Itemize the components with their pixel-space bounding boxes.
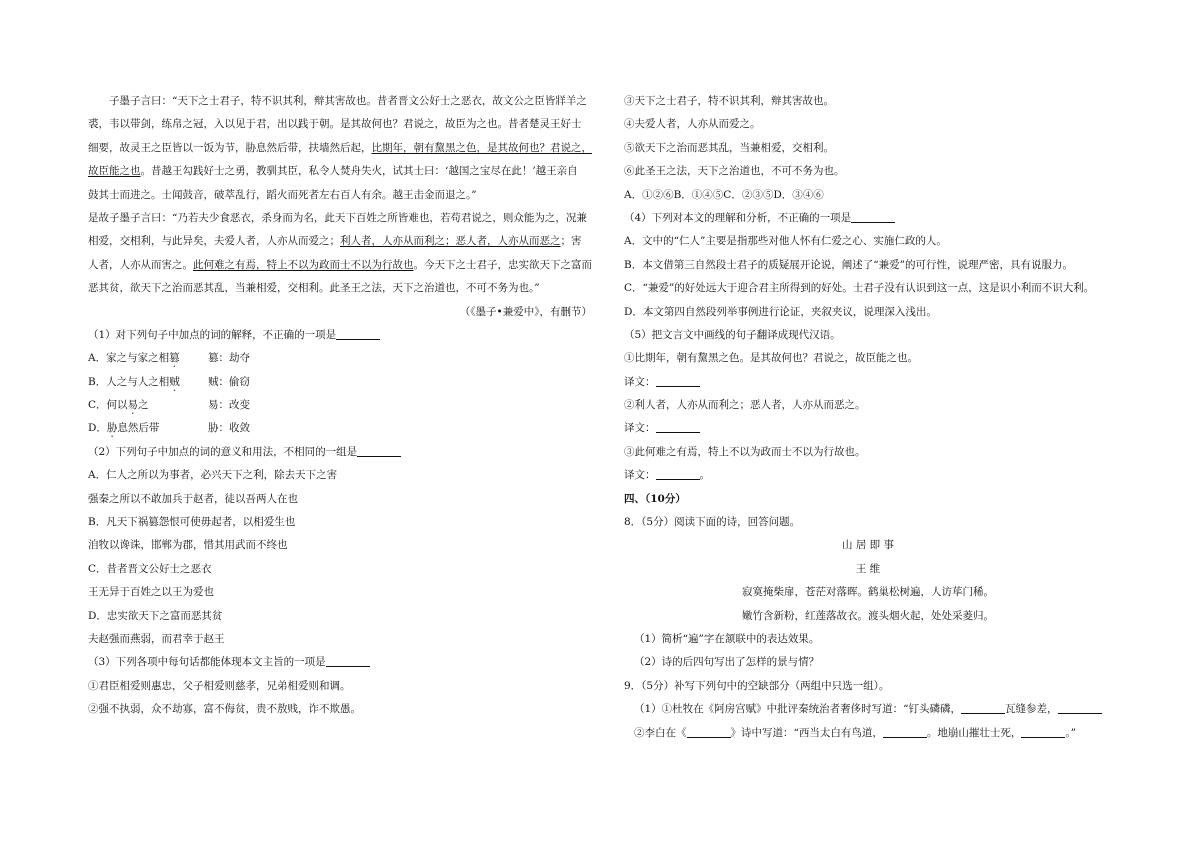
- option-label: B．人之与人之相: [88, 375, 170, 388]
- passage-line: 恶其贫，欲天下之治而恶其乱，当兼相爱，交相利。此圣王之法，天下之治道也，不可不务为也。”: [88, 282, 540, 295]
- q5-translation: [624, 464, 1112, 487]
- answer-blank[interactable]: [357, 444, 401, 457]
- q1-stem: [88, 324, 600, 347]
- passage-line: 是故子墨子言曰：“乃若夫少食恶衣，杀身而为名，此天下百姓之所皆难也，若苟君说之，则众能为之，况兼: [88, 211, 587, 224]
- q2-line: 王无异于百姓之以王为爱也: [88, 586, 214, 599]
- q8-stem: 8．（5分）阅读下面的诗，回答问题。: [624, 516, 801, 529]
- option-text: [88, 417, 208, 440]
- q5-translation: [624, 417, 1112, 440]
- passage-text: 。昔越王勾践好士之勇，教驯其臣，私令人焚舟失火，试其士曰：‘越国之宝尽在此！’越王亲自: [140, 165, 578, 178]
- answer-blank[interactable]: [336, 327, 380, 340]
- q3-line: ④夫爱人者，人亦从而爱之。: [624, 118, 761, 131]
- section-title: 四、（10分）: [624, 492, 686, 505]
- q3-line: ②强不执弱，众不劫寡，富不侮贫，贵不敖贱，诈不欺愚。: [88, 703, 361, 716]
- q9-line-2: [624, 722, 1112, 745]
- q2-line: C．昔者晋文公好士之恶衣: [88, 562, 212, 575]
- q9-text: 瓦缝参差，: [1005, 703, 1058, 716]
- q3-choices: A．①②⑥B．①④⑤C．②③⑤D．③④⑥: [624, 188, 824, 201]
- option-text: [88, 371, 208, 394]
- option-label: C．何以: [88, 399, 128, 412]
- dotted-word: 篡: [169, 352, 180, 365]
- passage-line: 子墨子言曰：“天下之士君子，特不识其利，辩其害故也。昔者晋文公好士之恶衣，故文公之臣皆牂羊之: [109, 95, 587, 107]
- answer-blank[interactable]: [961, 701, 1005, 714]
- option-label: A．家之与家之相: [88, 352, 170, 365]
- q9-line-1: [624, 698, 1112, 721]
- answer-blank[interactable]: [1058, 701, 1102, 714]
- q9-text: ②李白在《: [634, 726, 687, 739]
- underlined-sentence: 故臣能之也: [88, 165, 141, 178]
- q5-stem: （5）把文言文中画线的句子翻译成现代汉语。: [624, 328, 841, 341]
- q4-option: D．本文第四自然段列举事例进行论证，夹叙夹议，说理深入浅出。: [624, 305, 937, 318]
- passage-line: [88, 137, 600, 160]
- passage-text: 细要，故灵王之臣皆以一饭为节，胁息然后带，扶墙然后起，: [88, 141, 372, 154]
- q8-subquestion: （1）简析“遍”字在颔联中的表达效果。: [634, 632, 820, 645]
- option-text: [88, 347, 208, 370]
- q5-sentence: ③此何难之有焉，特上不以为政而士不以为行故也。: [624, 445, 866, 458]
- translation-label: 译文：: [624, 422, 656, 435]
- poem-line: 嫩竹含新粉，红莲落故衣。渡头烟火起，处处采菱归。: [742, 609, 994, 622]
- passage-line: 裘，韦以带剑，练帛之冠，入以见于君，出以践于朝。是其故何也？君说之，故臣为之也。昔者楚灵王好士: [88, 118, 582, 131]
- passage-source: （《墨子•兼爱中》，有删节）: [459, 305, 592, 318]
- option-text: [88, 394, 208, 417]
- q3-stem: [88, 651, 600, 674]
- passage-text: 人者，人亦从而害之。: [88, 258, 193, 271]
- q4-option: A．文中的“仁人”主要是指那些对他人怀有仁爱之心、实施仁政的人。: [624, 235, 947, 248]
- answer-blank[interactable]: [656, 467, 700, 480]
- answer-blank[interactable]: [883, 725, 927, 738]
- option-gloss: 贼：偷窃: [208, 375, 250, 388]
- q2-stem-text: （2）下列句子中加点的词的意义和用法，不相同的一组是: [88, 445, 358, 458]
- passage-line: [88, 254, 600, 277]
- underlined-sentence: 利人者，人亦从而利之；恶人者，人亦从而恶之: [340, 235, 561, 248]
- passage-text: 相爱，交相利，与此异矣，夫爱人者，人亦从而爱之；: [88, 235, 340, 248]
- q2-line: B．凡天下祸篡怨恨可使毋起者，以相爱生也: [88, 516, 296, 529]
- q1-option-c: [88, 394, 600, 417]
- q1-option-d: [88, 417, 600, 440]
- poem-author: 王 维: [855, 562, 881, 575]
- underlined-sentence: 此何难之有焉，特上不以为政而士不以为行故也: [193, 258, 414, 271]
- passage-text: ；害: [560, 235, 582, 248]
- q9-text: 》诗中写道：“西当太白有鸟道，: [730, 726, 883, 739]
- q4-stem: [624, 207, 1112, 230]
- q1-option-b: [88, 371, 600, 394]
- answer-blank[interactable]: [326, 654, 370, 667]
- dotted-word: 贼: [169, 375, 180, 388]
- q3-line: ⑥此圣王之法，天下之治道也，不可不务为也。: [624, 165, 845, 178]
- right-column: [624, 90, 1112, 745]
- q3-line: ③天下之士君子，特不识其利，辩其害故也。: [624, 95, 834, 107]
- q1-stem-text: （1）对下列句子中加点的词的解释，不正确的一项是: [88, 328, 337, 341]
- q2-line: 洎牧以谗诛，邯郸为郡，惜其用武而不终也: [88, 539, 288, 552]
- answer-blank[interactable]: [687, 725, 731, 738]
- option-gloss: 篡：劫夺: [208, 352, 250, 365]
- left-column: [88, 90, 600, 722]
- q2-line: A．仁人之所以为事者，必兴天下之利，除去天下之害: [88, 469, 338, 482]
- answer-blank[interactable]: [1021, 725, 1065, 738]
- q5-sentence: ①比期年，朝有黧黑之色。是其故何也？君说之，故臣能之也。: [624, 352, 918, 365]
- q3-stem-text: （3）下列各项中每句话都能体现本文主旨的一项是: [88, 656, 326, 669]
- q9-text: 。”: [1065, 726, 1076, 739]
- option-gloss: 胁：收敛: [208, 422, 250, 435]
- poem-title: 山 居 即 事: [841, 539, 894, 552]
- option-label: D．: [88, 422, 107, 435]
- passage-line: [88, 160, 600, 183]
- q4-option: B．本文借第三自然段士君子的质疑展开论说，阐述了“兼爱”的可行性，说理严密，具有说服力。: [624, 258, 1073, 271]
- option-gloss: 易：改变: [208, 399, 250, 412]
- translation-label: 译文：: [624, 375, 656, 388]
- q2-stem: [88, 441, 600, 464]
- period: 。: [699, 469, 710, 482]
- answer-blank[interactable]: [656, 374, 700, 387]
- dotted-word: 胁: [106, 422, 118, 435]
- q1-option-a: [88, 347, 600, 370]
- q9-text: （1）①杜牧在《阿房宫赋》中批评秦统治者奢侈时写道：“钉头磷磷，: [634, 703, 962, 716]
- q4-option: C．“兼爱”的好处远大于迎合君主所得到的好处。士君子没有认识到这一点，这是识小利而不识大利。: [624, 282, 1095, 295]
- answer-blank[interactable]: [656, 420, 700, 433]
- q9-text: 。地崩山摧壮士死，: [926, 726, 1022, 739]
- q3-line: ①君臣相爱则惠忠，父子相爱则慈孝，兄弟相爱则和调。: [88, 679, 351, 692]
- q3-line: ⑤欲天下之治而恶其乱，当兼相爱，交相利。: [624, 141, 834, 154]
- q2-line: 夫赵强而燕弱，而君幸于赵王: [88, 632, 225, 645]
- underlined-sentence: 比期年，朝有黧黑之色，是其故何也？君说之，: [371, 141, 592, 154]
- q5-sentence: ②利人者，人亦从而利之；恶人者，人亦从而恶之。: [624, 399, 866, 412]
- option-tail: 息然后带: [117, 422, 160, 435]
- q5-translation: [624, 371, 1112, 394]
- passage-line: [88, 230, 600, 253]
- q8-subquestion: （2）诗的后四句写出了怎样的景与情？: [634, 656, 820, 669]
- dotted-word: 易: [127, 399, 139, 412]
- passage-text: 。今天下之士君子，忠实欲天下之富而: [413, 258, 592, 271]
- q9-stem: 9．（5分）补写下列句中的空缺部分（两组中只选一组）。: [624, 679, 890, 692]
- answer-blank[interactable]: [851, 210, 895, 223]
- translation-label: 译文：: [624, 469, 656, 482]
- q4-stem-text: （4）下列对本文的理解和分析，不正确的一项是: [624, 211, 852, 224]
- q2-line: 强秦之所以不敢加兵于赵者，徒以吾两人在也: [88, 492, 298, 505]
- option-tail: 之: [138, 399, 149, 412]
- q2-line: D．忠实欲天下之富而恶其贫: [88, 609, 223, 622]
- poem-line: 寂寞掩柴扉，苍茫对落晖。鹤巢松树遍，人访荜门稀。: [742, 586, 994, 599]
- passage-line: 鼓其士而进之。士闻鼓音，破萃乱行，蹈火而死者左右百人有余。越王击金而退之。”: [88, 188, 477, 201]
